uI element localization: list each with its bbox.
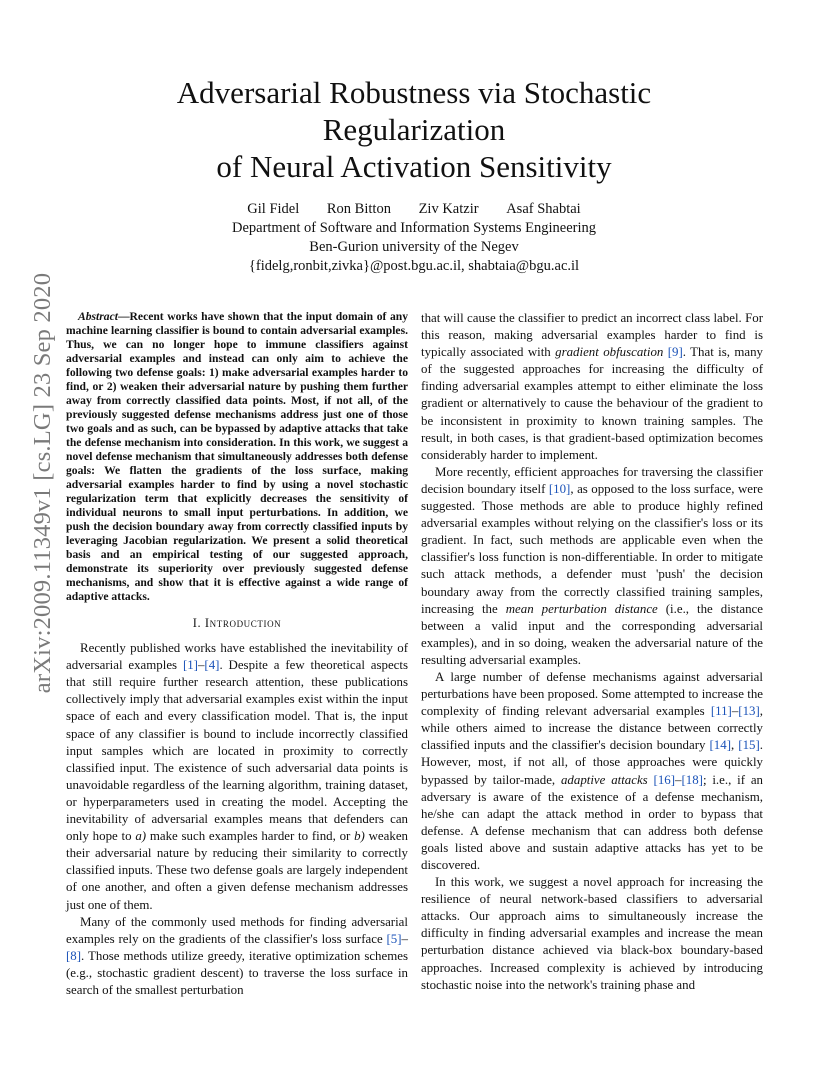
text-run: . However, most, if not all, of those approaches were quickly bypassed by tailor-made, bbox=[421, 738, 764, 787]
paragraph bbox=[66, 914, 408, 999]
arxiv-id-text: arXiv:2009.11349v1 [cs.LG] 23 Sep 2020 bbox=[29, 272, 57, 694]
text-run: Recently published works have established the inevitability of adversarial examples bbox=[66, 641, 408, 673]
citation-link[interactable]: [16] bbox=[653, 772, 676, 787]
text-run: , as opposed to the loss surface, were suggested. Those methods are able to produce highly refined adversarial examples without relying on the classifier's loss or its gradient. In fact, such methods are applicable even when the classifier's loss function is non-differentiable. In order to mitigate such attack methods, a defender must 'push' the decision boundary away from the correctly classified training samples, increasing the bbox=[421, 481, 763, 616]
citation-link[interactable]: [11] bbox=[710, 704, 732, 719]
text-run: make such examples harder to find, or bbox=[146, 829, 355, 844]
text-run: – bbox=[675, 772, 682, 787]
citation-link[interactable]: [14] bbox=[709, 738, 731, 753]
citation-link[interactable]: [15] bbox=[738, 738, 760, 753]
section-heading-introduction: I. Introduction bbox=[192, 616, 282, 630]
abstract bbox=[66, 310, 408, 604]
author-names bbox=[110, 200, 718, 219]
citation-link[interactable]: [8] bbox=[66, 948, 82, 963]
author-block bbox=[110, 200, 718, 276]
text-run: More recently, efficient approaches for traversing the classifier decision boundary itself bbox=[421, 464, 763, 496]
text-run: adaptive attacks bbox=[560, 772, 648, 787]
text-run: . Those methods utilize greedy, iterative optimization schemes (e.g., stochastic gradient descent) to traverse the loss surface in search of the smallest perturbation bbox=[66, 948, 408, 997]
citation-link[interactable]: [5] bbox=[386, 931, 402, 946]
author-emails: {fidelg,ronbit,zivka}@post.bgu.ac.il, shabtaia@bgu.ac.il bbox=[248, 258, 580, 274]
paper-title bbox=[110, 74, 718, 185]
author-name: Gil Fidel bbox=[247, 201, 300, 217]
citation-link[interactable]: [4] bbox=[204, 658, 220, 673]
arxiv-identifier bbox=[17, 272, 69, 694]
text-run: a) bbox=[135, 829, 147, 844]
text-run: weaken their adversarial nature by reducing their similarity to correctly classified inputs. These two defense goals are largely independent of one another, and often a given defense mechanism addresses just one of them. bbox=[66, 829, 408, 912]
paragraph bbox=[421, 464, 763, 669]
abstract-label: Abstract bbox=[78, 310, 118, 323]
citation-link[interactable]: [10] bbox=[548, 481, 571, 496]
paragraph: In this work, we suggest a novel approach for increasing the resilience of neural network-based classifiers to adversarial attacks. Our approach aims to simultaneously increase the difficulty in finding adversarial examples and increase the mean perturbation distance achieved via black-box boundary-based approaches. Increased complexity is achieved by introducing stochastic noise into the network's training phase and bbox=[421, 875, 763, 992]
text-run: , while others aimed to increase the distance between correctly classified inputs and the classifier's decision boundary bbox=[421, 704, 763, 753]
text-run: that will cause the classifier to predict an incorrect class label. For this reason, making adversarial examples harder to find is typically associated with bbox=[421, 311, 763, 360]
text-run: , bbox=[731, 738, 739, 753]
affiliation-university: Ben-Gurion university of the Negev bbox=[309, 239, 519, 255]
citation-link[interactable]: [9] bbox=[667, 345, 683, 360]
author-name: Ziv Katzir bbox=[418, 201, 479, 217]
text-run: – bbox=[731, 704, 739, 719]
left-column bbox=[66, 310, 408, 999]
paragraph bbox=[421, 310, 763, 464]
citation-link[interactable]: [13] bbox=[738, 704, 760, 719]
text-run: mean perturbation distance bbox=[505, 601, 658, 616]
title-line-2: Regularization bbox=[322, 112, 506, 147]
right-column bbox=[421, 310, 763, 994]
text-run: b) bbox=[354, 829, 365, 844]
text-run: . That is, many of the suggested approaches for increasing the difficulty of finding adversarial examples attempt to either eliminate the loss gradient or alternatively to cause the behaviour of the gradient to be inconsistent in proximity to known training samples. The result, in both cases, is that gradient-based optimization becomes considerably harder to implement. bbox=[421, 345, 763, 462]
citation-link[interactable]: [1] bbox=[182, 658, 198, 673]
title-line-3: of Neural Activation Sensitivity bbox=[216, 149, 612, 184]
text-run: A large number of defense mechanisms against adversarial perturbations have been proposed. Some attempted to increase the complexity of finding relevant adversarial examples bbox=[421, 669, 763, 719]
author-name: Asaf Shabtai bbox=[506, 201, 581, 217]
text-run: ; i.e., if an adversary is aware of the existence of a defense mechanism, he/she can adapt the attack method in order to bypass that defense. A defense mechanism that can address both defense goals listed above and sustain adaptive attacks has yet to be discovered. bbox=[421, 772, 763, 872]
author-name: Ron Bitton bbox=[326, 201, 391, 217]
citation-link[interactable]: [18] bbox=[681, 772, 703, 787]
paragraph bbox=[421, 669, 763, 874]
affiliation-department: Department of Software and Information Systems Engineering bbox=[231, 220, 596, 236]
paragraph bbox=[66, 640, 408, 914]
title-line-1: Adversarial Robustness via Stochastic bbox=[176, 75, 652, 110]
abstract-text: —Recent works have shown that the input domain of any machine learning classifier is bound to contain adversarial examples. Thus, we can no longer hope to immune classifiers against adversarial examples and instead can only aim to achieve the following two defense goals: 1) make adversarial examples harder to find, or 2) weaken their adversarial nature by pushing them further away from correctly classified data points. Most, if not all, of the previously suggested defense mechanisms address just one of those two goals and as such, can be bypassed by adaptive attacks that take the defense mechanism into consideration. In this work, we suggest a novel defense mechanism that simultaneously addresses both defense goals: We flatten the gradients of the loss surface, making adversarial examples harder to find by using a novel stochastic regularization term that explicitly decreases the sensitivity of individual neurons to small input perturbations. In addition, we push the decision boundary away from correctly classified inputs by leveraging Jacobian regularization. We present a solid theoretical basis and an empirical testing of our suggested approach, demonstrate its superiority over previously suggested defense mechanisms, and show that it is effective against a wide range of adaptive attacks. bbox=[66, 310, 408, 603]
text-run: gradient obfuscation bbox=[555, 345, 664, 360]
text-run: – bbox=[197, 658, 205, 673]
text-run: Many of the commonly used methods for finding adversarial examples rely on the gradients of the classifier's loss surface bbox=[66, 914, 408, 946]
text-run: (i.e., the distance between a valid input and the corresponding adversarial examples), and in so doing, weaken the adversarial nature of the resulting adversarial examples. bbox=[421, 601, 763, 667]
text-run: – bbox=[401, 931, 408, 946]
text-run: . Despite a few theoretical aspects that still require further research attention, these publications collectively imply that adversarial examples exist within the input space of each and every classification model. That is, the input space of any classifier is bound to include incorrectly classified input samples which are located in proximity to correctly classified input. The existence of such adversarial data points is unavoidable regardless of the learning algorithm, training dataset, or hyperparameters used in creating the model. Accepting the inevitability of adversarial examples means that defenders can only hope to bbox=[66, 658, 408, 844]
